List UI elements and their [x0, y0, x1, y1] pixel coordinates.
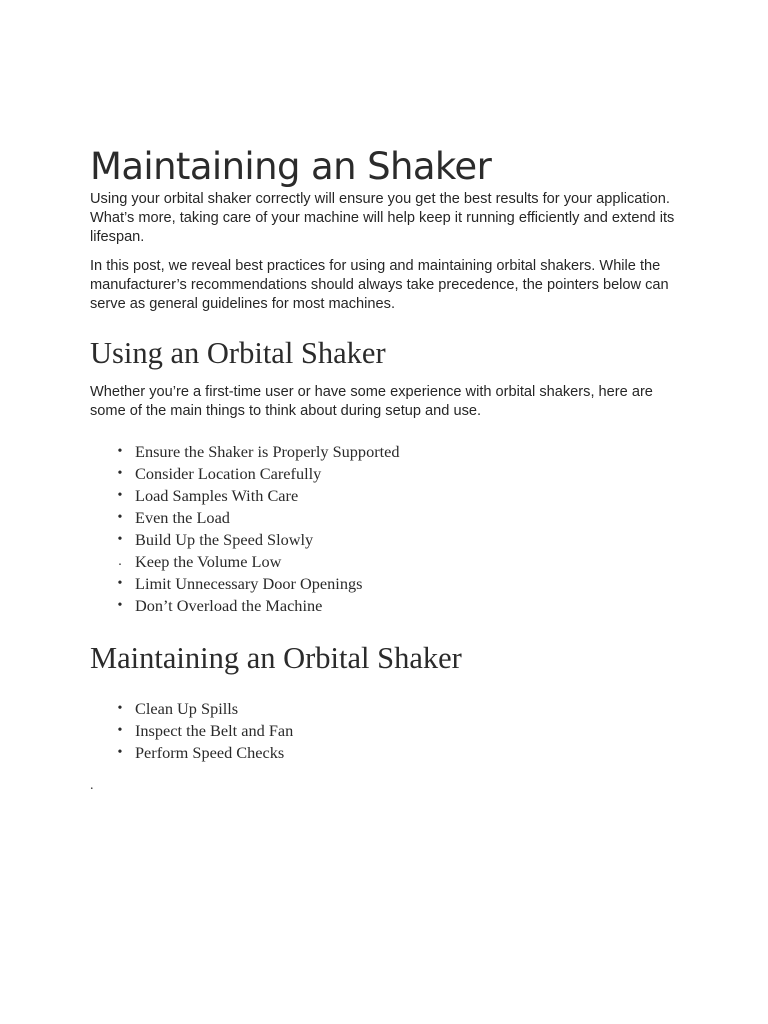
bullet-marker: •	[117, 488, 123, 503]
intro-paragraph-1: Using your orbital shaker correctly will ensure you get the best results for your application. What’s more, taking care of your machine will help keep it running efficiently and extend its lifespan.	[90, 191, 675, 245]
list-item-text: Load Samples With Care	[135, 486, 299, 505]
list-item	[90, 485, 400, 507]
list-item-text: Inspect the Belt and Fan	[135, 721, 294, 740]
list-item-text: Ensure the Shaker is Properly Supported	[135, 442, 400, 461]
list-item-text: Perform Speed Checks	[135, 743, 285, 762]
list-item-text: Keep the Volume Low	[135, 552, 282, 571]
maintenance-tips-list	[90, 698, 293, 764]
intro-paragraph-2: In this post, we reveal best practices for using and maintaining orbital shakers. While the manufacturer’s recommendations should always take precedence, the pointers below can serve as general guidelines for most machines.	[90, 258, 669, 312]
page-title: Maintaining an Shaker	[90, 145, 492, 188]
list-item	[90, 551, 400, 573]
bullet-marker: •	[117, 723, 123, 738]
bullet-marker: •	[117, 444, 123, 459]
list-item	[90, 507, 400, 529]
section-heading-maintaining: Maintaining an Orbital Shaker	[90, 641, 462, 675]
trailing-period: .	[90, 778, 94, 793]
list-item	[90, 573, 400, 595]
list-item-text: Don’t Overload the Machine	[135, 596, 323, 615]
bullet-marker: •	[117, 745, 123, 760]
bullet-marker: •	[117, 466, 123, 481]
bullet-marker: •	[117, 598, 123, 613]
list-item	[90, 441, 400, 463]
bullet-marker: •	[117, 532, 123, 547]
list-item	[90, 529, 400, 551]
list-item-text: Consider Location Carefully	[135, 464, 322, 483]
bullet-marker: •	[117, 576, 123, 591]
list-item	[90, 698, 293, 720]
list-item	[90, 463, 400, 485]
list-item-text: Limit Unnecessary Door Openings	[135, 574, 363, 593]
list-item	[90, 720, 293, 742]
list-item	[90, 595, 400, 617]
bullet-marker: •	[117, 701, 123, 716]
bullet-marker: •	[117, 510, 123, 525]
list-item	[90, 742, 293, 764]
section-paragraph-using: Whether you’re a first-time user or have some experience with orbital shakers, here are some of the main things to think about during setup and use.	[90, 384, 653, 419]
section-heading-using: Using an Orbital Shaker	[90, 336, 386, 370]
list-item-text: Build Up the Speed Slowly	[135, 530, 314, 549]
using-tips-list	[90, 441, 400, 617]
list-item-text: Clean Up Spills	[135, 699, 239, 718]
bullet-marker: .	[118, 554, 122, 569]
list-item-text: Even the Load	[135, 508, 230, 527]
